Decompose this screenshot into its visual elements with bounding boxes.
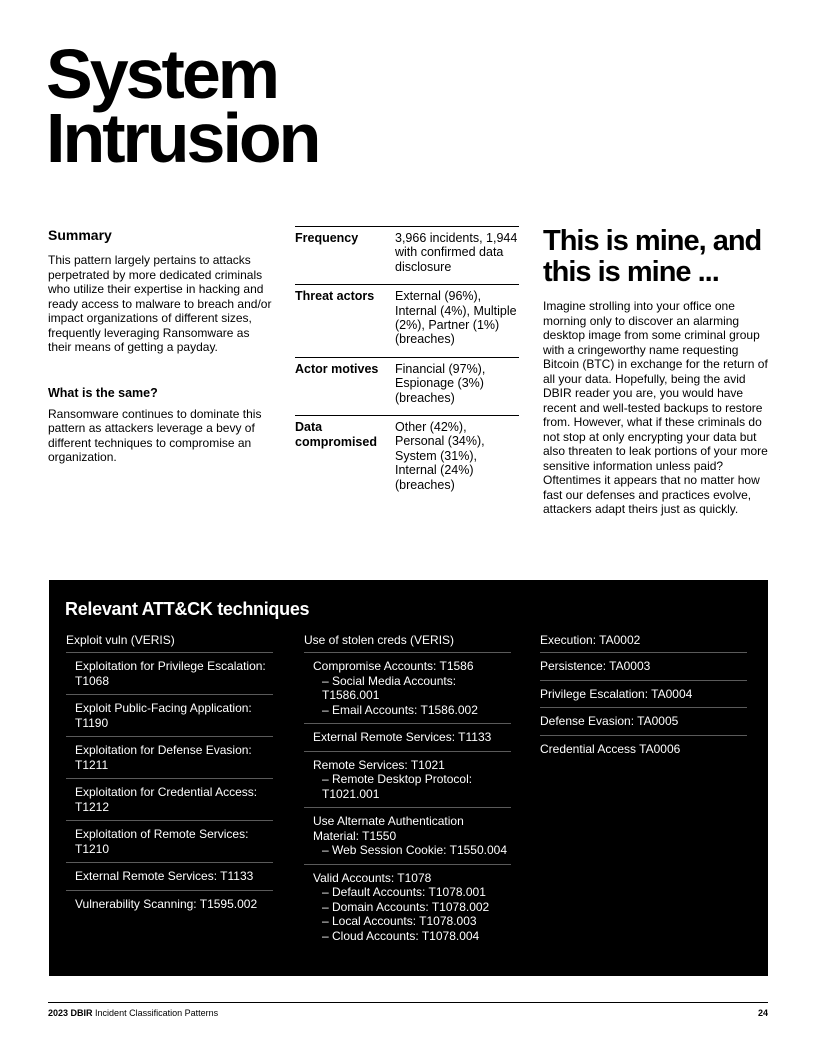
technique-item bbox=[66, 695, 273, 737]
sub-technique-label: – Local Accounts: T1078.003 bbox=[322, 914, 477, 928]
technique-item bbox=[304, 653, 511, 724]
technique-label: Persistence: TA0003 bbox=[540, 659, 651, 673]
page-title bbox=[46, 35, 319, 177]
fact-value: 3,966 incidents, 1,944 with confirmed data disclosure bbox=[395, 231, 518, 274]
techniques-title: Relevant ATT&CK techniques bbox=[65, 599, 310, 619]
fact-row-actor-motives bbox=[295, 358, 519, 416]
technique-label: Remote Services: T1021 bbox=[313, 757, 445, 772]
technique-label: Exploitation of Remote Services: T1210 bbox=[75, 827, 249, 856]
sub-technique-label: – Remote Desktop Protocol: T1021.001 bbox=[322, 772, 473, 801]
fact-label: Actor motives bbox=[295, 361, 379, 376]
what-is-same-heading: What is the same? bbox=[48, 385, 158, 400]
technique-item bbox=[66, 821, 273, 863]
technique-item bbox=[66, 863, 273, 891]
footer-section-name: Incident Classification Patterns bbox=[95, 1008, 219, 1018]
technique-item bbox=[540, 681, 747, 709]
fact-label: Data compromised bbox=[295, 420, 377, 449]
page-title-line-1: System bbox=[46, 35, 278, 113]
fact-value: Other (42%), Personal (34%), System (31%), Internal (24%) (breaches) bbox=[395, 420, 485, 492]
technique-item bbox=[540, 736, 747, 763]
techniques-column-exploit-vuln bbox=[66, 633, 273, 917]
summary-heading: Summary bbox=[48, 227, 112, 243]
callout-column bbox=[543, 226, 771, 517]
footer-report-label bbox=[48, 1008, 218, 1018]
technique-label: Exploitation for Credential Access: T1212 bbox=[75, 785, 258, 814]
sub-technique-label: – Domain Accounts: T1078.002 bbox=[322, 899, 490, 914]
sub-technique-label: – Cloud Accounts: T1078.004 bbox=[322, 928, 480, 943]
fact-label: Frequency bbox=[295, 231, 359, 245]
techniques-column-heading: Exploit vuln (VERIS) bbox=[66, 633, 273, 653]
technique-item bbox=[66, 737, 273, 779]
technique-label: Valid Accounts: T1078 bbox=[313, 870, 432, 885]
what-is-same-text: Ransomware continues to dominate this pattern as attackers leverage a bevy of different techniques to compromise an organization. bbox=[48, 406, 262, 464]
page-number: 24 bbox=[757, 1008, 768, 1018]
technique-label: External Remote Services: T1133 bbox=[313, 730, 492, 744]
callout-text: Imagine strolling into your office one morning only to discover an alarming desktop image from some criminal group with a cringeworthy name requesting Bitcoin (BTC) in exchange for the return of all your data. Hopefully, being the avid DBIR reader you are, you would have recent and well-tested backups to restore from. However, what if these criminals do not stop at only encrypting your data but also threaten to leak portions of your more sensitive information unless paid? Oftentimes it appears that no matter how fast our defenses and practices evolve, attackers adapt theirs just as quickly. bbox=[543, 299, 768, 516]
fact-value: External (96%), Internal (4%), Multiple (2%), Partner (1%) (breaches) bbox=[395, 289, 517, 347]
technique-label: Exploit Public-Facing Application: T1190 bbox=[75, 701, 252, 730]
sub-technique-label: – Social Media Accounts: T1586.001 bbox=[322, 673, 457, 702]
fact-row-threat-actors bbox=[295, 285, 519, 358]
fact-label: Threat actors bbox=[295, 289, 375, 304]
technique-label: Use Alternate Authentication Material: T1550 bbox=[313, 814, 464, 843]
fact-row-data-compromised bbox=[295, 416, 519, 502]
page-title-line-2: Intrusion bbox=[46, 99, 319, 177]
sub-technique-label: – Web Session Cookie: T1550.004 bbox=[322, 843, 508, 857]
technique-label: Vulnerability Scanning: T1595.002 bbox=[75, 896, 258, 911]
technique-label: Credential Access TA0006 bbox=[540, 741, 681, 756]
technique-item bbox=[540, 653, 747, 681]
sub-technique-label: – Default Accounts: T1078.001 bbox=[322, 885, 486, 899]
summary-column bbox=[48, 227, 273, 465]
technique-item bbox=[540, 708, 747, 736]
technique-label: Exploitation for Defense Evasion: T1211 bbox=[75, 743, 252, 772]
summary-text: This pattern largely pertains to attacks perpetrated by more dedicated criminals who utilize their expertise in hacking and ready access to malware to breach and/or impact organizations of different sizes, frequently leveraging Ransomware as their means of getting a payday. bbox=[48, 253, 272, 354]
footer-report-name: 2023 DBIR bbox=[48, 1008, 93, 1018]
fact-value: Financial (97%), Espionage (3%) (breaches) bbox=[395, 361, 486, 405]
technique-item bbox=[304, 865, 511, 950]
technique-item bbox=[66, 653, 273, 695]
techniques-column-heading: Use of stolen creds (VERIS) bbox=[304, 633, 511, 653]
fact-row-frequency bbox=[295, 227, 519, 285]
attack-techniques-panel bbox=[49, 580, 768, 976]
technique-label: External Remote Services: T1133 bbox=[75, 869, 254, 883]
sub-technique-label: – Email Accounts: T1586.002 bbox=[322, 702, 478, 717]
facts-table bbox=[295, 226, 519, 502]
technique-item bbox=[66, 779, 273, 821]
technique-item bbox=[304, 752, 511, 809]
technique-label: Compromise Accounts: T1586 bbox=[313, 659, 474, 673]
technique-item bbox=[304, 724, 511, 752]
technique-item bbox=[66, 891, 273, 918]
techniques-column-tactics bbox=[540, 633, 747, 762]
techniques-column-heading: Execution: TA0002 bbox=[540, 633, 747, 653]
footer-divider bbox=[48, 1002, 768, 1003]
technique-label: Privilege Escalation: TA0004 bbox=[540, 686, 693, 701]
technique-item bbox=[304, 808, 511, 865]
technique-label: Defense Evasion: TA0005 bbox=[540, 714, 679, 728]
techniques-column-stolen-creds bbox=[304, 633, 511, 949]
callout-heading: This is mine, and this is mine ... bbox=[543, 225, 762, 288]
technique-label: Exploitation for Privilege Escalation: T1068 bbox=[75, 659, 266, 688]
